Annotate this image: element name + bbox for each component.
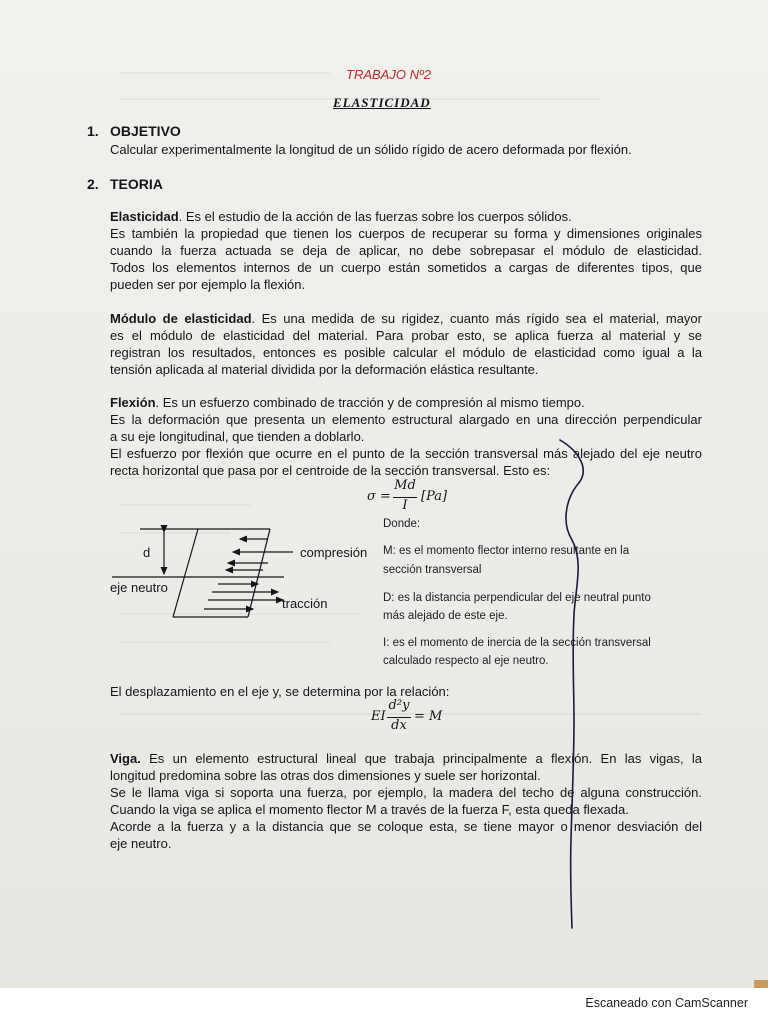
donde-heading: Donde: [383, 518, 421, 530]
donde-item-i-line2: calculado respecto al eje neutro. [383, 655, 549, 667]
stress-formula: σ = Md I [Pa] [367, 478, 448, 513]
text-line: Módulo de elasticidad. Es una medida de su rigidez, cuanto más rígido sea el material, mayor [110, 311, 702, 326]
deflection-formula: EI d²y dx = M [371, 698, 443, 733]
text-line: Cuando la viga se aplica el momento flector M a través de la fuerza F, esta queda flexada. [110, 802, 629, 817]
objetivo-text: Calcular experimentalmente la longitud de un sólido rígido de acero deformada por flexión. [110, 142, 632, 157]
text-line: longitud predomina sobre las otras dos dimensiones y suele ser horizontal. [110, 768, 541, 783]
text-line: recta horizontal que pasa por el centroide de la sección transversal. Esto es: [110, 463, 551, 478]
diagram-label-compresion: compresión [300, 545, 368, 560]
scanner-footer [0, 988, 768, 1024]
page-title: TRABAJO Nº2 [346, 67, 431, 82]
diagram-label-d: d [143, 545, 151, 560]
donde-item-i-line1: I: es el momento de inercia de la sección transversal [383, 637, 651, 649]
text-line: Viga. Es un elemento estructural lineal que trabaja principalmente a flexión. En las vigas, la [110, 751, 702, 766]
section-heading-teoria: TEORIA [110, 176, 163, 192]
diagram-label-traccion: tracción [282, 596, 328, 611]
term-viga: Viga. [110, 751, 141, 766]
text-line: Es la deformación que presenta un elemento estructural alargado en una dirección perpendicular [110, 412, 702, 427]
diagram-label-eje-neutro: eje neutro [110, 580, 168, 595]
section-number-teoria: 2. [87, 176, 99, 192]
text-line: cuando la fuerza actuada se deja de aplicar, no debe sobrepasar el módulo de elasticidad. [110, 243, 702, 258]
page-subtitle: ELASTICIDAD [333, 95, 431, 110]
text-line: Es también la propiedad que tienen los cuerpos de recuperar su forma y dimensiones originales [110, 226, 702, 241]
text-line: es el módulo de elasticidad del material. Para probar esto, se aplica fuerza al material y se [110, 328, 702, 343]
text-line: Flexión. Es un esfuerzo combinado de tracción y de compresión al mismo tiempo. [110, 395, 585, 410]
paragraph-elasticidad [110, 208, 702, 293]
scanner-watermark: Escaneado con CamScanner [585, 996, 748, 1010]
desplazamiento-text: El desplazamiento en el eje y, se determina por la relación: [110, 684, 450, 699]
text-line: tensión aplicada al material dividida por la deformación elástica resultante. [110, 362, 539, 377]
text-line: El esfuerzo por flexión que ocurre en el punto de la sección transversal más alejado del eje neutro [110, 446, 702, 461]
paragraph-modulo [110, 310, 702, 378]
section-heading-objetivo: OBJETIVO [110, 123, 181, 139]
paragraph-viga [110, 750, 702, 852]
text-line: Se le llama viga si soporta una fuerza, por ejemplo, la madera del techo de alguna construcción. [110, 785, 702, 800]
text-line: eje neutro. [110, 836, 172, 851]
term-elasticidad: Elasticidad [110, 209, 179, 224]
paragraph-flexion [110, 394, 702, 479]
section-number-objetivo: 1. [87, 123, 99, 139]
donde-item-d-line1: D: es la distancia perpendicular del eje neutral punto [383, 592, 651, 604]
text-line: a su eje longitudinal, que tienden a doblarlo. [110, 429, 365, 444]
donde-item-m-line1: M: es el momento flector interno resultante en la [383, 545, 630, 557]
donde-item-d-line2: más alejado de este eje. [383, 610, 508, 622]
text-line: Elasticidad. Es el estudio de la acción de las fuerzas sobre los cuerpos sólidos. [110, 209, 572, 224]
text-line: Todos los elementos internos de un cuerpo están sometidos a cargas de diferentes tipos, que [110, 260, 702, 275]
text-line: Acorde a la fuerza y a la distancia que se coloque esta, se tiene mayor o menor desviación del [110, 819, 702, 834]
term-modulo: Módulo de elasticidad [110, 311, 252, 326]
term-flexion: Flexión [110, 395, 156, 410]
text-line: pueden ser por ejemplo la flexión. [110, 277, 306, 292]
donde-item-m-line2: sección transversal [383, 564, 482, 576]
text-line: registran los resultados, entonces es posible calcular el módulo de elasticidad como igual a la [110, 345, 702, 360]
page-corner-edge [754, 980, 768, 988]
